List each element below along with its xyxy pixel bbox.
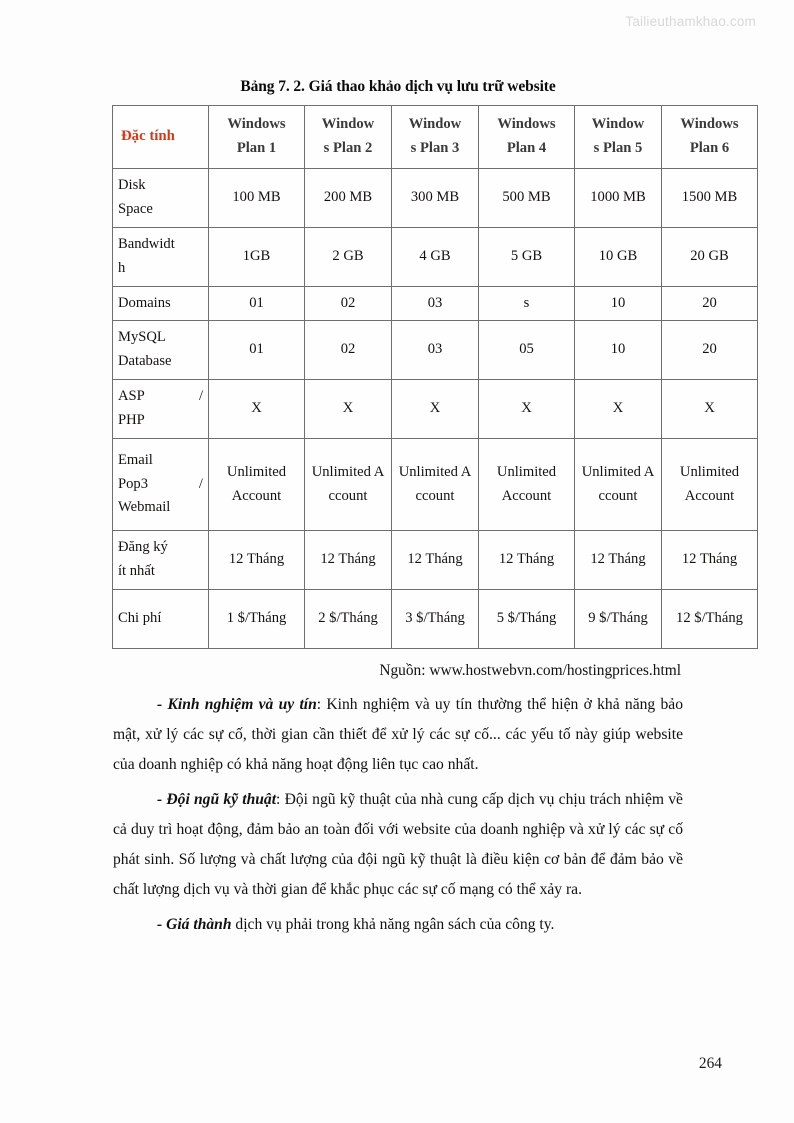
table-caption: Bảng 7. 2. Giá thao khảo dịch vụ lưu trữ website [240, 78, 556, 95]
table-source-citation: Nguồn: www.hostwebvn.com/hostingprices.html [379, 662, 681, 679]
table-row [113, 287, 758, 321]
header-cell-plan-3 [392, 106, 479, 169]
table-row [113, 590, 758, 649]
cell-asp-php-plan-6: X [662, 380, 758, 439]
cell-mysql-plan-1: 01 [209, 321, 305, 380]
cell-chiphi-plan-2: 2 $/Tháng [305, 590, 392, 649]
cell-text: Unlimited Account [311, 463, 385, 504]
cell-domains-plan-5: 10 [575, 287, 662, 321]
row-label-text: Pop3 / [118, 475, 203, 492]
cell-chiphi-plan-5: 9 $/Tháng [575, 590, 662, 649]
paragraph-gia-thanh [113, 910, 683, 940]
table-row [113, 380, 758, 439]
paragraph-lead-in: - Giá thành [157, 915, 232, 933]
cell-bandwidth-plan-3: 4 GB [392, 228, 479, 287]
paragraph-kinh-nghiem [113, 690, 683, 780]
header-cell-plan-1 [209, 106, 305, 169]
row-label-line-1: Đăng ký [118, 539, 168, 556]
header-plan-5-line-2: s Plan 5 [593, 140, 643, 156]
cell-bandwidth-plan-1: 1GB [209, 228, 305, 287]
table-row [113, 169, 758, 228]
header-cell-plan-6 [662, 106, 758, 169]
row-label-line-1 [118, 385, 203, 409]
cell-bandwidth-plan-5: 10 GB [575, 228, 662, 287]
cell-chiphi-plan-6: 12 $/Tháng [662, 590, 758, 649]
header-plan-5-line-1: Window [591, 116, 645, 133]
table-row [113, 439, 758, 531]
cell-asp-php-plan-2: X [305, 380, 392, 439]
watermark-text: Tailieuthamkhao.com [625, 14, 756, 29]
header-cell-plan-2 [305, 106, 392, 169]
cell-chiphi-plan-1: 1 $/Tháng [209, 590, 305, 649]
cell-chiphi-plan-4: 5 $/Tháng [479, 590, 575, 649]
cell-email-plan-6: Unlimited Account [662, 439, 758, 531]
cell-disk-space-plan-1: 100 MB [209, 169, 305, 228]
page-number: 264 [698, 1055, 722, 1072]
header-plan-3-line-1: Window [408, 116, 462, 133]
cell-asp-php-plan-1: X [209, 380, 305, 439]
cell-mysql-plan-4: 05 [479, 321, 575, 380]
header-cell-plan-4 [479, 106, 575, 169]
cell-domains-plan-1: 01 [209, 287, 305, 321]
row-label-domains: Domains [113, 287, 209, 321]
row-label-dang-ky-it-nhat [113, 531, 209, 590]
row-label-line-2: Database [118, 353, 172, 369]
cell-disk-space-plan-6: 1500 MB [662, 169, 758, 228]
table-row [113, 531, 758, 590]
header-plan-2-line-2: s Plan 2 [323, 140, 373, 156]
row-label-line-2: h [118, 260, 126, 276]
table-row [113, 321, 758, 380]
row-label-line-1: Bandwidt [118, 236, 175, 253]
row-label-line-3: Webmail [118, 499, 171, 516]
header-plan-4-line-1: Windows [497, 116, 556, 133]
cell-email-plan-1: Unlimited Account [209, 439, 305, 531]
header-plan-6-line-2: Plan 6 [689, 140, 730, 156]
cell-disk-space-plan-4: 500 MB [479, 169, 575, 228]
row-label-mysql-database [113, 321, 209, 380]
cell-mysql-plan-5: 10 [575, 321, 662, 380]
cell-bandwidth-plan-6: 20 GB [662, 228, 758, 287]
cell-email-plan-2 [305, 439, 392, 531]
cell-disk-space-plan-3: 300 MB [392, 169, 479, 228]
header-plan-1-line-2: Plan 1 [236, 140, 277, 156]
paragraph-body-text: : Đội ngũ kỹ thuật của nhà cung cấp dịch vụ chịu trách nhiệm về cả duy trì hoạt động, đảm bảo an toàn đối với website của doanh nghiệp và xử lý các sự cố phát sinh. Số lượng và chất lượng của đội ngũ kỹ thuật là điều kiện cơ bản để đảm bảo về chất lượng dịch vụ và thời gian để khắc phục các sự cố mạng có thể xảy ra. [113, 790, 683, 898]
row-label-line-1: MySQL [118, 329, 166, 346]
header-plan-1-line-1: Windows [227, 116, 286, 133]
row-label-line-2 [118, 473, 203, 497]
cell-dangky-plan-3: 12 Tháng [392, 531, 479, 590]
cell-mysql-plan-6: 20 [662, 321, 758, 380]
row-label-line-2: ít nhất [118, 563, 155, 579]
cell-email-plan-3 [392, 439, 479, 531]
cell-email-plan-5 [575, 439, 662, 531]
row-label-bandwidth [113, 228, 209, 287]
row-label-line-1: Disk [118, 177, 146, 194]
cell-text: Unlimited Account [398, 463, 472, 504]
cell-text: Unlimited Account [581, 463, 655, 504]
paragraph-doi-ngu-ky-thuat [113, 785, 683, 905]
cell-domains-plan-3: 03 [392, 287, 479, 321]
cell-asp-php-plan-4: X [479, 380, 575, 439]
paragraph-lead-in: - Kinh nghiệm và uy tín [157, 695, 317, 713]
cell-domains-plan-4: s [479, 287, 575, 321]
row-label-line-2: PHP [118, 412, 145, 428]
cell-mysql-plan-3: 03 [392, 321, 479, 380]
cell-asp-php-plan-5: X [575, 380, 662, 439]
cell-disk-space-plan-5: 1000 MB [575, 169, 662, 228]
row-label-disk-space [113, 169, 209, 228]
cell-dangky-plan-2: 12 Tháng [305, 531, 392, 590]
header-plan-2-line-1: Window [321, 116, 375, 133]
row-label-line-1: Email [118, 452, 153, 469]
header-plan-3-line-2: s Plan 3 [410, 140, 460, 156]
header-plan-4-line-2: Plan 4 [506, 140, 547, 156]
row-label-text: ASP / [118, 388, 203, 405]
table-header-row [113, 106, 758, 169]
cell-bandwidth-plan-4: 5 GB [479, 228, 575, 287]
cell-email-plan-4: Unlimited Account [479, 439, 575, 531]
cell-bandwidth-plan-2: 2 GB [305, 228, 392, 287]
row-label-email-pop3-webmail [113, 439, 209, 531]
table-row [113, 228, 758, 287]
cell-disk-space-plan-2: 200 MB [305, 169, 392, 228]
row-label-line-2: Space [118, 201, 153, 217]
cell-mysql-plan-2: 02 [305, 321, 392, 380]
cell-asp-php-plan-3: X [392, 380, 479, 439]
header-cell-feature [113, 106, 209, 169]
paragraph-lead-in: - Đội ngũ kỹ thuật [157, 790, 277, 808]
cell-dangky-plan-4: 12 Tháng [479, 531, 575, 590]
cell-chiphi-plan-3: 3 $/Tháng [392, 590, 479, 649]
cell-domains-plan-6: 20 [662, 287, 758, 321]
header-feature-label: Đặc tính [121, 128, 175, 145]
cell-domains-plan-2: 02 [305, 287, 392, 321]
cell-dangky-plan-6: 12 Tháng [662, 531, 758, 590]
cell-dangky-plan-5: 12 Tháng [575, 531, 662, 590]
row-label-asp-php [113, 380, 209, 439]
paragraph-body-text: dịch vụ phải trong khả năng ngân sách của công ty. [231, 915, 555, 933]
header-plan-6-line-1: Windows [680, 116, 739, 133]
header-cell-plan-5 [575, 106, 662, 169]
row-label-chi-phi: Chi phí [113, 590, 209, 649]
paragraph-body-text: : Kinh nghiệm và uy tín thường thể hiện ở khả năng bảo mật, xử lý các sự cố, thời gian cần thiết để xử lý các sự cố... các yếu tố này giúp website của doanh nghiệp có khả năng hoạt động liên tục cao nhất. [113, 695, 683, 773]
cell-dangky-plan-1: 12 Tháng [209, 531, 305, 590]
hosting-price-table [112, 105, 758, 649]
page-content [113, 78, 743, 939]
